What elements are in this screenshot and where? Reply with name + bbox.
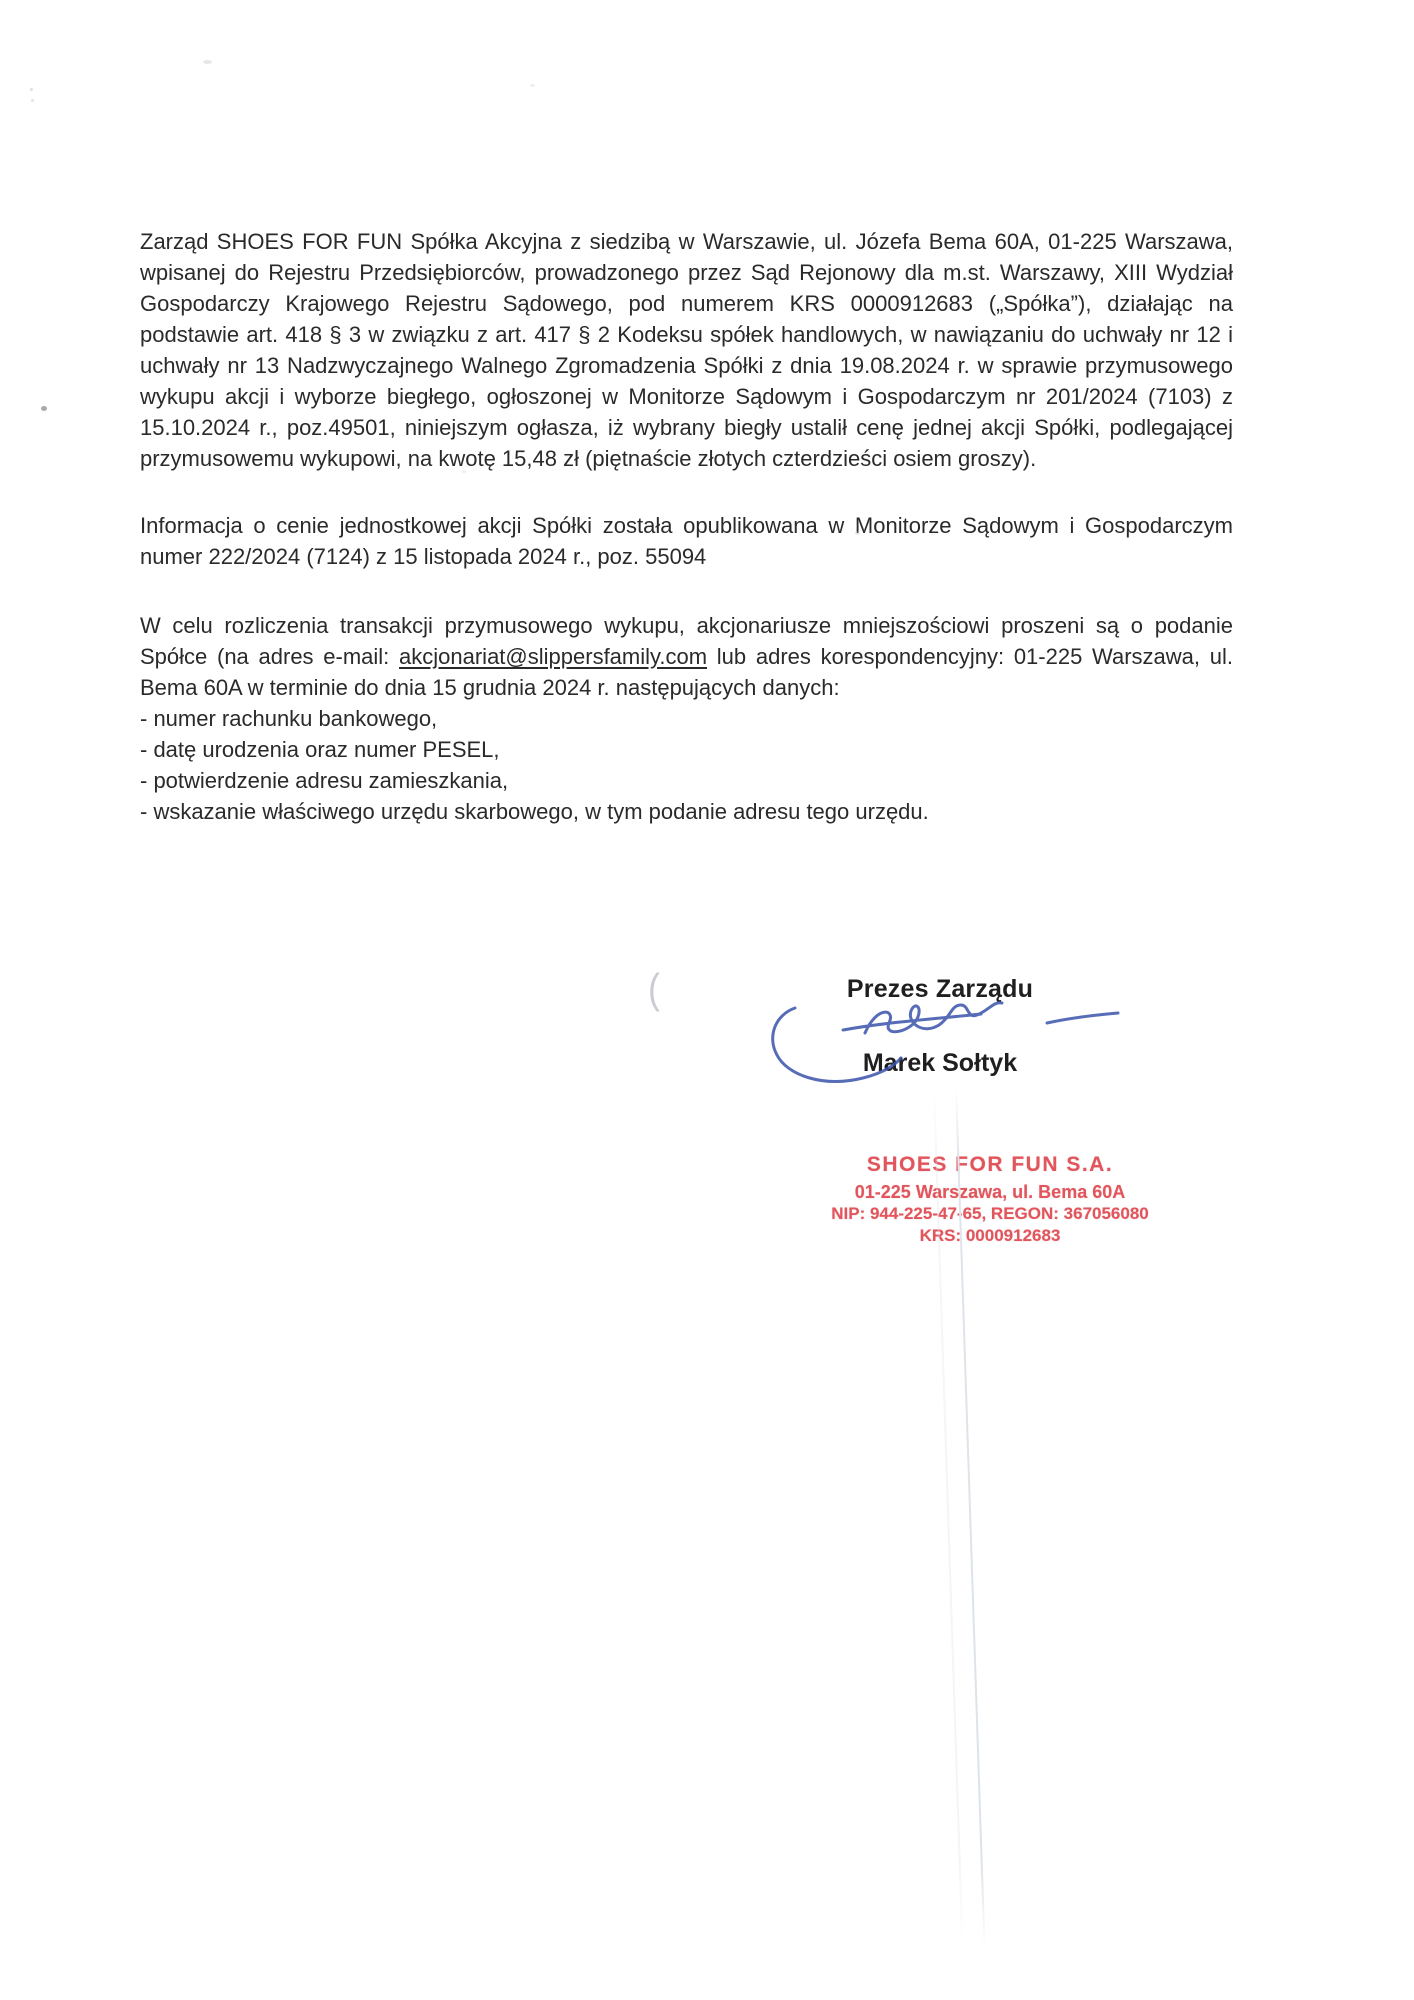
scan-speck (31, 99, 34, 102)
stamp-company-name: SHOES FOR FUN S.A. (866, 1153, 1114, 1176)
stamp-address: 01-225 Warszawa, ul. Bema 60A (854, 1182, 1126, 1202)
signer-title: Prezes Zarządu (846, 975, 1034, 1003)
company-stamp (828, 1152, 1152, 1246)
settlement-text-before-email: W celu rozliczenia transakcji przymusowego wykupu, akcjonariusze mniejszościowi proszeni są o podanie Spółce (na adres e-mail: (140, 613, 1233, 669)
paragraph-settlement-instructions (140, 610, 1233, 703)
scan-speck (41, 406, 47, 411)
scan-speck (530, 84, 535, 87)
email-link[interactable]: akcjonariat@slippersfamily.com (399, 644, 708, 669)
required-data-list (140, 703, 1233, 827)
scan-speck (855, 531, 860, 535)
scan-speck (30, 88, 33, 91)
signer-name: Marek Sołtyk (862, 1049, 1018, 1077)
scan-speck (462, 470, 466, 473)
list-item-address-proof: - potwierdzenie adresu zamieszkania, (140, 768, 509, 793)
stamp-krs: KRS: 0000912683 (919, 1226, 1061, 1245)
scan-speck (203, 60, 212, 64)
letter-body (140, 226, 1233, 827)
stamp-nip-regon: NIP: 944-225-47-65, REGON: 367056080 (831, 1204, 1149, 1223)
list-item-tax-office: - wskazanie właściwego urzędu skarbowego, w tym podanie adresu tego urzędu. (140, 799, 929, 824)
list-item-birthdate-pesel: - datę urodzenia oraz numer PESEL, (140, 737, 500, 762)
signature-block (770, 975, 1110, 1077)
list-item-bank-account: - numer rachunku bankowego, (140, 706, 438, 731)
paragraph-price-publication: Informacja o cenie jednostkowej akcji Spółki została opublikowana w Monitorze Sądowym i Gospodarczym numer 222/2024 (7124) z 15 listopada 2024 r., poz. 55094 (140, 513, 1233, 569)
paragraph-buyout-announcement: Zarząd SHOES FOR FUN Spółka Akcyjna z siedzibą w Warszawie, ul. Józefa Bema 60A, 01-225 Warszawa, wpisanej do Rejestru Przedsiębiorców, prowadzonego przez Sąd Rejonowy dla m.st. Warszawy, XIII Wydział Gospodarczy Krajowego Rejestru Sądowego, pod numerem KRS 0000912683 („Spółka”), działając na podstawie art. 418 § 3 w związku z art. 417 § 2 Kodeksu spółek handlowych, w nawiązaniu do uchwały nr 12 i uchwały nr 13 Nadzwyczajnego Walnego Zgromadzenia Spółki z dnia 19.08.2024 r. w sprawie przymusowego wykupu akcji i wyborze biegłego, ogłoszonej w Monitorze Sądowym i Gospodarczym nr 201/2024 (7103) z 15.10.2024 r., poz.49501, niniejszym ogłasza, iż wybrany biegły ustalił cenę jednej akcji Spółki, podlegającej przymusowemu wykupowi, na kwotę 15,48 zł (piętnaście złotych czterdzieści osiem groszy). (140, 229, 1233, 471)
pencil-mark: ( (648, 964, 660, 1012)
settlement-text-after-email: lub adres korespondencyjny: 01-225 Warszawa, ul. Bema 60A w terminie do dnia 15 grudnia 2024 r. następujących danych: (140, 644, 1233, 700)
